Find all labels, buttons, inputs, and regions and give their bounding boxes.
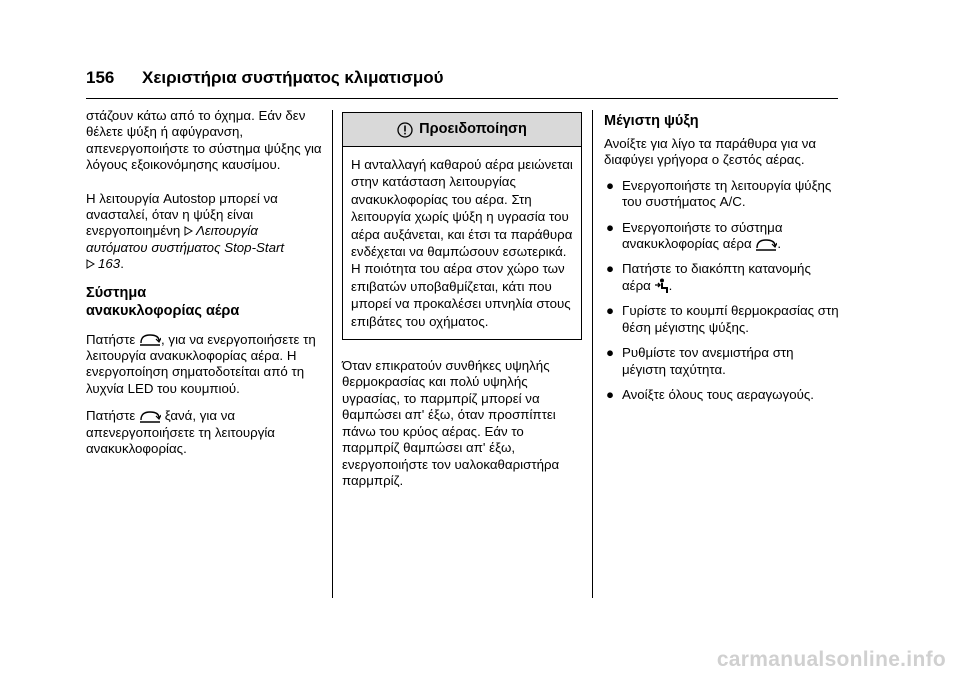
column-middle	[342, 112, 582, 500]
autostop-text: Η λειτουργία Autostop μπορεί να ανασταλεί, όταν η ψύξη είναι ενεργοποιημένη	[86, 190, 278, 239]
paragraph-autostop: Η λειτουργία Autostop μπορεί να ανασταλεί, όταν η ψύξη είναι ενεργοποιημένη Λειτουργία αυτόματου συστήματος Stop-Start 163.	[86, 190, 285, 272]
bullet: ●	[606, 219, 615, 235]
step-text: Πατήστε το διακόπτη κατανομής αέρα	[622, 261, 811, 293]
recirculation-on-text: , για να ενεργοποιήσετε τη λειτουργία ανακυκλοφορίας αέρα. Η ενεργοποίηση σηματοδοτείται από τη λυχνία LED του κουμπιού.	[86, 331, 316, 396]
header-divider	[86, 98, 838, 99]
press-text: Πατήστε	[86, 408, 136, 424]
bullet: ●	[606, 303, 615, 319]
step-text: Γυρίστε το κουμπί θερμοκρασίας στη θέση μέγιστης ψύξης.	[622, 303, 839, 335]
paragraph-recirculation-off	[86, 408, 322, 457]
page-reference[interactable]: 163	[98, 256, 121, 272]
max-cooling-steps	[604, 178, 840, 404]
column-left	[86, 108, 322, 469]
step-text: Ενεργοποιήστε το σύστημα ανακυκλοφορίας αέρα	[622, 219, 783, 252]
paragraph-max-cooling-intro: Ανοίξτε για λίγο τα παράθυρα για να διαφύγει γρήγορα ο ζεστός αέρας.	[604, 136, 817, 168]
recirculation-icon	[139, 333, 161, 347]
warning-box	[342, 112, 582, 340]
warning-header	[343, 113, 581, 147]
list-item	[604, 178, 840, 211]
column-divider	[332, 110, 333, 598]
period: .	[668, 277, 673, 293]
bullet: ●	[606, 261, 615, 277]
warning-title: Προειδοποίηση	[419, 121, 527, 138]
step-text: Ενεργοποιήστε τη λειτουργία ψύξης του συστήματος A/C.	[622, 177, 832, 210]
page-number: 156	[86, 68, 115, 87]
period: .	[777, 236, 782, 252]
list-item	[604, 220, 840, 253]
list-item	[604, 387, 840, 403]
page-title: Χειριστήρια συστήματος κλιματισμού	[142, 68, 444, 87]
recirculation-off-text: ξανά, για να απενεργοποιήσετε τη λειτουργία ανακυκλοφορίας.	[86, 408, 275, 457]
recirculation-icon	[755, 238, 777, 252]
section-heading-max-cooling: Μέγιστη ψύξη	[604, 113, 699, 129]
paragraph-recirculation-on	[86, 332, 322, 398]
recirculation-icon	[139, 410, 161, 424]
list-item	[604, 261, 840, 294]
paragraph-windscreen-fog: Όταν επικρατούν συνθήκες υψηλής θερμοκρασίας και πολύ υψηλής υγρασίας, το παρμπρίζ μπορεί να θαμπώσει απ' έξω, όταν προσπίπτει πάνω του κρύος αέρας. Εάν το παρμπρίζ θαμπώσει απ' έξω, ενεργοποιήστε τον υαλοκαθαριστήρα παρμπρίζ.	[342, 358, 560, 488]
list-item	[604, 345, 840, 378]
bullet: ●	[606, 386, 615, 402]
warning-icon	[397, 122, 413, 138]
reference-arrow-icon	[86, 259, 95, 269]
column-divider	[592, 110, 593, 598]
bullet: ●	[606, 345, 615, 361]
press-text: Πατήστε	[86, 331, 136, 347]
section-heading-recirculation: Σύστημα ανακυκλοφορίας αέρα	[86, 284, 240, 319]
step-text: Ρυθμίστε τον ανεμιστήρα στη μέγιστη ταχύτητα.	[622, 345, 794, 377]
stop-start-link[interactable]: Λειτουργία αυτόματου συστήματος Stop-Start	[86, 223, 285, 255]
step-text: Ανοίξτε όλους τους αεραγωγούς.	[622, 386, 814, 402]
column-right	[604, 112, 840, 412]
warning-text: Η ανταλλαγή καθαρού αέρα μειώνεται στην κατάσταση λειτουργίας ανακυκλοφορίας του αέρα. Στη λειτουργία χωρίς ψύξη η υγρασία του αέρα αυξάνεται, και έτσι τα παράθυρα ενδέχεται να θαμπώσουν εσωτερικά. Η ποιότητα του αέρα στον χώρο των επιβατών υποβαθμίζεται, κάτι που μπορεί να προκαλέσει υπνηλία στους επιβάτες του οχήματος.	[351, 157, 573, 329]
bullet: ●	[606, 177, 615, 193]
watermark: carmanualsonline.info	[716, 648, 946, 671]
air-distribution-icon	[655, 278, 669, 294]
reference-arrow-icon	[184, 226, 193, 236]
list-item	[604, 303, 840, 336]
paragraph-cooling-off: στάζουν κάτω από το όχημα. Εάν δεν θέλετε ψύξη ή αφύγρανση, απενεργοποιήστε το σύστημα ψύξης για λόγους εξοικονόμησης καυσίμου.	[86, 108, 322, 173]
